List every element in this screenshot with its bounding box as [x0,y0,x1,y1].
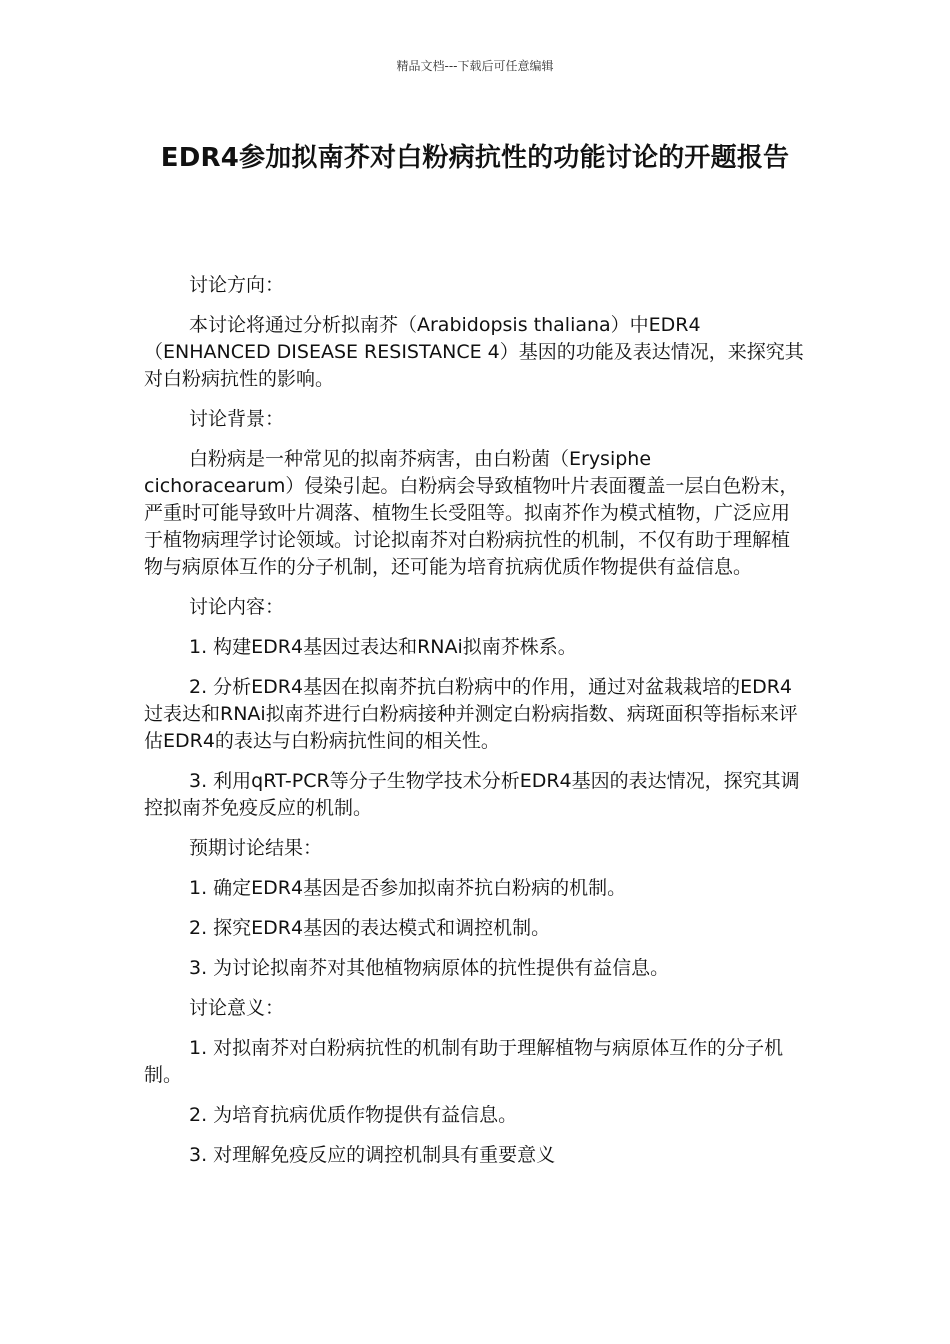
list-item-result-3: 3. 为讨论拟南芥对其他植物病原体的抗性提供有益信息。 [189,957,670,979]
page-header-note: 精品文档---下载后可任意编辑 [396,59,554,73]
list-item-content-2: 2. 分析EDR4基因在拟南芥抗白粉病中的作用，通过对盆栽栽培的EDR4过表达和RNAi拟南芥进行白粉病接种并测定白粉病指数、病斑面积等指标来评估EDR4的表达与白粉病抗性间的相关性。 [144,676,798,752]
list-item-content-3: 3. 利用qRT-PCR等分子生物学技术分析EDR4基因的表达情况，探究其调控拟南芥免疫反应的机制。 [144,770,800,819]
paragraph-direction: 本讨论将通过分析拟南芥（Arabidopsis thaliana）中EDR4（ENHANCED DISEASE RESISTANCE 4）基因的功能及表达情况，来探究其对白粉病抗性的影响。 [144,314,804,390]
section-heading-content: 讨论内容： [189,596,285,618]
paragraph-background: 白粉病是一种常见的拟南芥病害，由白粉菌（Erysiphe cichoracearum）侵染引起。白粉病会导致植物叶片表面覆盖一层白色粉末，严重时可能导致叶片凋落、植物生长受阻等。拟南芥作为模式植物，广泛应用于植物病理学讨论领域。讨论拟南芥对白粉病抗性的机制，不仅有助于理解植物与病原体互作的分子机制，还可能为培育抗病优质作物提供有益信息。 [144,448,799,578]
list-item-content-1: 1. 构建EDR4基因过表达和RNAi拟南芥株系。 [189,636,577,658]
section-heading-background: 讨论背景： [189,408,285,430]
document-body [144,272,806,1182]
section-heading-significance: 讨论意义： [189,997,285,1019]
list-item-significance-3: 3. 对理解免疫反应的调控机制具有重要意义 [189,1144,556,1166]
list-item-significance-2: 2. 为培育抗病优质作物提供有益信息。 [189,1104,518,1126]
list-item-significance-1: 1. 对拟南芥对白粉病抗性的机制有助于理解植物与病原体互作的分子机制。 [144,1037,784,1086]
list-item-result-2: 2. 探究EDR4基因的表达模式和调控机制。 [189,917,551,939]
section-heading-direction: 讨论方向： [189,274,285,296]
document-title: EDR4参加拟南芥对白粉病抗性的功能讨论的开题报告 [160,143,790,173]
list-item-result-1: 1. 确定EDR4基因是否参加拟南芥抗白粉病的机制。 [189,877,627,899]
section-heading-expected-results: 预期讨论结果： [189,837,323,859]
